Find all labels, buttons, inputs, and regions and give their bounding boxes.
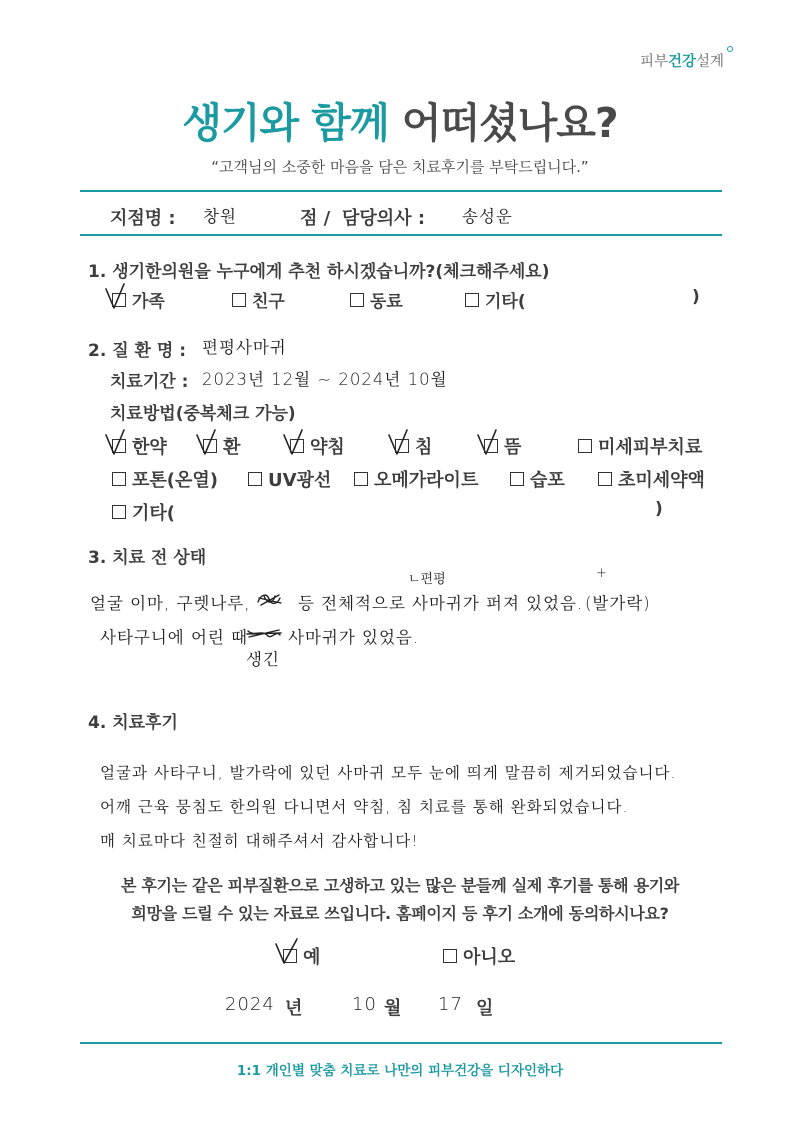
checkbox[interactable]	[443, 949, 457, 963]
option-label: 기타(	[485, 292, 526, 312]
q3-line2-part-b[interactable]: 사마귀가 있었음.	[288, 628, 420, 647]
q3-line1-part-d[interactable]: (발가락)	[585, 594, 651, 613]
footer-slogan: 1:1 개인별 맞춤 치료로 나만의 피부건강을 디자인하다	[236, 1063, 564, 1079]
option-label: 포톤(온열)	[132, 470, 219, 491]
q3-plus-mark: +	[596, 566, 607, 581]
option-label: 예	[303, 947, 321, 968]
q3-heading: 3. 치료 전 상태	[88, 548, 207, 568]
doctor-label: 담당의사 :	[342, 208, 426, 229]
option-label: 오메가라이트	[374, 470, 479, 491]
method-photon[interactable]	[112, 466, 218, 492]
q1-option-other[interactable]	[465, 287, 526, 312]
q2-period-label: 치료기간 :	[110, 372, 189, 392]
option-label: 한약	[132, 437, 167, 458]
date-day-label: 일	[476, 998, 494, 1019]
option-label: 아니오	[463, 947, 516, 968]
divider-line	[80, 190, 722, 192]
page-subtitle: “고객님의 소중한 마음을 담은 치료후기를 부탁드립니다.”	[211, 158, 589, 176]
option-label: 가족	[132, 292, 165, 312]
checkbox[interactable]	[465, 293, 479, 307]
consent-text-line-2: 희망을 드릴 수 있는 자료로 쓰입니다. 홈페이지 등 후기 소개에 동의하시나요?	[131, 904, 669, 923]
method-compress[interactable]	[510, 466, 565, 492]
checkmark-icon	[282, 429, 308, 456]
checkmark-icon	[104, 283, 130, 310]
method-ultrafine-solution[interactable]	[598, 466, 705, 492]
checkmark-icon	[195, 429, 221, 456]
checkbox[interactable]	[354, 472, 368, 486]
q3-line1-part-b[interactable]: 등 전체적으로	[298, 594, 406, 613]
checkbox[interactable]	[232, 293, 246, 307]
option-label: 뜸	[504, 437, 522, 458]
consent-text-line-1: 본 후기는 같은 피부질환으로 고생하고 있는 많은 분들께 실제 후기를 통해 용기와	[120, 876, 680, 895]
checkbox[interactable]	[112, 472, 126, 486]
option-label: 초미세약액	[618, 470, 705, 491]
divider-line	[80, 234, 722, 236]
option-label: UV광선	[268, 470, 332, 491]
checkmark-icon	[275, 939, 301, 966]
brand-text-1: 피부	[640, 54, 669, 70]
brand-logo	[640, 50, 733, 71]
date-year[interactable]: 2024	[225, 994, 275, 1015]
q1-other-close: )	[692, 287, 700, 307]
brand-dot-icon	[727, 46, 733, 52]
date-year-label: 년	[285, 998, 303, 1019]
checkbox[interactable]	[248, 472, 262, 486]
method-acupuncture[interactable]	[395, 433, 432, 459]
checkbox[interactable]	[203, 439, 217, 453]
method-uv[interactable]	[248, 466, 331, 492]
q4-review-line[interactable]: 매 치료마다 친절히 대해주셔서 감사합니다!	[100, 832, 419, 850]
q2-methods-label: 치료방법(중복체크 가능)	[110, 404, 296, 424]
date-day[interactable]: 17	[438, 994, 463, 1015]
q2-other-close: )	[655, 499, 663, 519]
method-pill[interactable]	[203, 433, 240, 459]
divider-line	[80, 1042, 722, 1044]
title-part-2: 어떠셨나요?	[401, 99, 618, 147]
option-label: 습포	[530, 470, 565, 491]
checkbox[interactable]	[395, 439, 409, 453]
checkbox[interactable]	[350, 293, 364, 307]
consent-option-yes[interactable]	[283, 943, 320, 969]
checkbox[interactable]	[290, 439, 304, 453]
q1-option-colleague[interactable]	[350, 287, 403, 312]
checkbox[interactable]	[578, 439, 592, 453]
checkbox[interactable]	[510, 472, 524, 486]
date-month[interactable]: 10	[352, 994, 377, 1015]
checkbox[interactable]	[484, 439, 498, 453]
checkbox[interactable]	[112, 439, 126, 453]
q2-period-value[interactable]: 2023년 12월 ~ 2024년 10월	[202, 370, 448, 389]
q4-review-line[interactable]: 어깨 근육 뭉침도 한의원 다니면서 약침, 침 치료를 통해 완화되었습니다.	[100, 798, 629, 816]
checkmark-icon	[387, 429, 413, 456]
q3-line1-part-c[interactable]: 사마귀가 퍼져 있었음.	[412, 594, 584, 613]
checkbox[interactable]	[598, 472, 612, 486]
brand-text-2: 건강	[668, 54, 697, 70]
consent-option-no[interactable]	[443, 943, 515, 969]
branch-label: 지점명 :	[110, 208, 176, 229]
q4-heading: 4. 치료후기	[88, 713, 178, 733]
option-label: 환	[223, 437, 241, 458]
option-label: 침	[415, 437, 433, 458]
q1-question: 1. 생기한의원을 누구에게 추천 하시겠습니까?(체크해주세요)	[88, 262, 550, 282]
checkmark-icon	[476, 429, 502, 456]
method-pharmacopuncture[interactable]	[290, 433, 345, 459]
q1-option-friend[interactable]	[232, 287, 285, 312]
scribble-mark	[255, 590, 285, 610]
date-month-label: 월	[384, 998, 402, 1019]
option-label: 동료	[370, 292, 403, 312]
option-label: 친구	[252, 292, 285, 312]
q2-disease-value[interactable]: 편평사마귀	[202, 338, 287, 357]
method-micro-skin[interactable]	[578, 433, 702, 459]
checkmark-icon	[104, 429, 130, 456]
doctor-value[interactable]: 송성운	[462, 207, 513, 226]
method-herbal[interactable]	[112, 433, 167, 459]
method-moxibustion[interactable]	[484, 433, 521, 459]
q3-insert-above: ㄴ편평	[408, 572, 446, 587]
branch-suffix: 점 /	[300, 208, 331, 229]
option-label: 미세피부치료	[598, 437, 703, 458]
q2-disease-label: 2. 질 환 명 :	[88, 341, 187, 361]
q1-option-family[interactable]	[112, 287, 165, 312]
brand-text-3: 설계	[696, 54, 725, 70]
checkbox[interactable]	[112, 505, 126, 519]
strikethrough-mark	[244, 624, 284, 644]
method-omega-light[interactable]	[354, 466, 478, 492]
option-label: 약침	[310, 437, 345, 458]
branch-value[interactable]: 창원	[203, 207, 237, 226]
q3-line2-part-a[interactable]: 사타구니에 어린 때	[100, 628, 249, 647]
checkbox[interactable]	[283, 949, 297, 963]
page-title	[0, 90, 800, 149]
q3-line1-part-a[interactable]: 얼굴 이마, 구렛나루,	[90, 594, 251, 613]
checkbox[interactable]	[112, 293, 126, 307]
title-part-1: 생기와 함께	[182, 99, 389, 147]
q3-insert-below: 생긴	[246, 650, 280, 669]
q4-review-line[interactable]: 얼굴과 사타구니, 발가락에 있던 사마귀 모두 눈에 띄게 말끔히 제거되었습니다.	[100, 764, 677, 782]
option-label: 기타(	[132, 503, 176, 524]
method-other[interactable]	[112, 499, 175, 525]
